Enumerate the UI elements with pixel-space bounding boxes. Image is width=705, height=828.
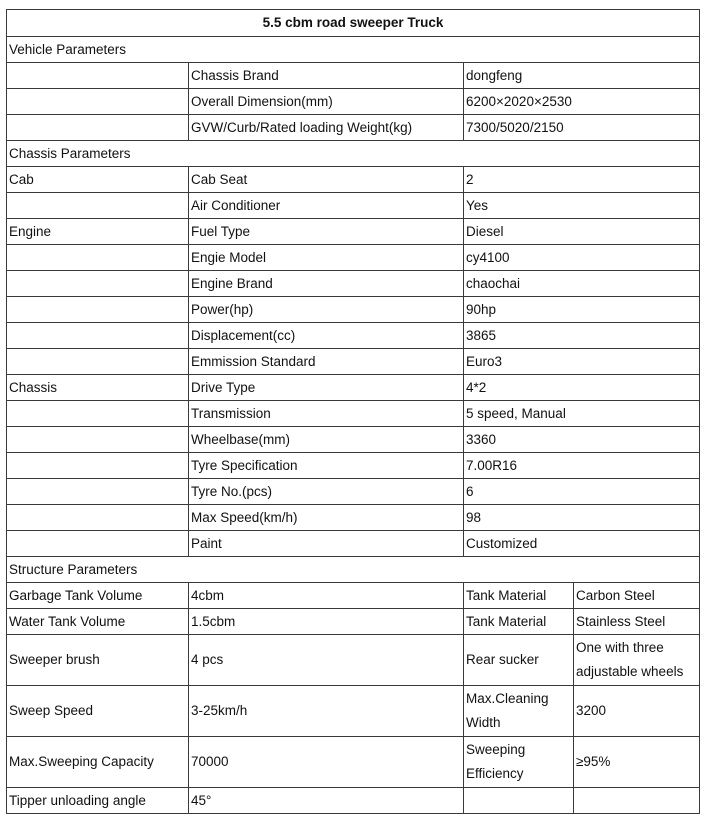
param-label: Paint [189,531,464,557]
table-row [7,427,700,453]
group-cell [7,271,189,297]
param-value-2 [574,788,700,814]
param-value: chaochai [464,271,700,297]
param-value: 5 speed, Manual [464,401,700,427]
table-row [7,89,700,115]
param-value: 98 [464,505,700,531]
group-cell-chassis: Chassis [7,375,189,401]
table-row [7,193,700,219]
param-label-2 [464,788,574,814]
table-row [7,531,700,557]
param-label: Engine Brand [189,271,464,297]
param-label: Wheelbase(mm) [189,427,464,453]
param-value-2: Carbon Steel [574,583,700,609]
param-label: Cab Seat [189,167,464,193]
table-row [7,323,700,349]
table-row [7,686,700,737]
param-label: Max.Sweeping Capacity [7,737,189,788]
table-row [7,453,700,479]
group-cell [7,63,189,89]
param-value: 1.5cbm [189,609,464,635]
param-label-2: Rear sucker [464,635,574,686]
group-cell [7,323,189,349]
param-label: Water Tank Volume [7,609,189,635]
param-label: Chassis Brand [189,63,464,89]
group-cell [7,89,189,115]
param-label: Sweeper brush [7,635,189,686]
param-value: Diesel [464,219,700,245]
param-label: Tyre Specification [189,453,464,479]
table-row [7,788,700,814]
param-label-2: Tank Material [464,609,574,635]
title-row [7,10,700,37]
param-value: 70000 [189,737,464,788]
param-value: Customized [464,531,700,557]
section-structure: Structure Parameters [7,557,700,583]
param-value: 3865 [464,323,700,349]
param-label: Max Speed(km/h) [189,505,464,531]
section-vehicle: Vehicle Parameters [7,37,700,63]
param-value: 7.00R16 [464,453,700,479]
table-row [7,609,700,635]
group-cell [7,349,189,375]
section-row [7,37,700,63]
table-row [7,635,700,686]
group-cell [7,245,189,271]
param-value: Yes [464,193,700,219]
group-cell-engine: Engine [7,219,189,245]
table-row [7,245,700,271]
section-row [7,557,700,583]
table-row [7,167,700,193]
group-cell [7,427,189,453]
param-label: Tipper unloading angle [7,788,189,814]
param-value: 90hp [464,297,700,323]
param-value: dongfeng [464,63,700,89]
param-value: 6200×2020×2530 [464,89,700,115]
table-row [7,401,700,427]
table-row [7,737,700,788]
param-value-2: One with three adjustable wheels [574,635,700,686]
param-value-2: ≥95% [574,737,700,788]
param-label: Engie Model [189,245,464,271]
param-value: 3360 [464,427,700,453]
param-label: Displacement(cc) [189,323,464,349]
group-cell [7,531,189,557]
param-value: Euro3 [464,349,700,375]
table-row [7,349,700,375]
param-value: 7300/5020/2150 [464,115,700,141]
table-row [7,375,700,401]
param-value: 45° [189,788,464,814]
group-cell [7,297,189,323]
section-chassis: Chassis Parameters [7,141,700,167]
param-value: 4*2 [464,375,700,401]
table-row [7,505,700,531]
table-row [7,479,700,505]
param-label: Fuel Type [189,219,464,245]
param-label: GVW/Curb/Rated loading Weight(kg) [189,115,464,141]
table-row [7,297,700,323]
param-label: Drive Type [189,375,464,401]
table-row [7,271,700,297]
table-title: 5.5 cbm road sweeper Truck [7,10,700,37]
param-label-2: Sweeping Efficiency [464,737,574,788]
param-value: 6 [464,479,700,505]
param-label: Power(hp) [189,297,464,323]
group-cell [7,479,189,505]
param-label: Sweep Speed [7,686,189,737]
group-cell [7,505,189,531]
param-value: 4 pcs [189,635,464,686]
group-cell [7,193,189,219]
spec-table [6,9,700,814]
param-value: 3-25km/h [189,686,464,737]
table-row [7,115,700,141]
param-label: Transmission [189,401,464,427]
section-row [7,141,700,167]
group-cell-cab: Cab [7,167,189,193]
param-value: 2 [464,167,700,193]
param-label-2: Max.Cleaning Width [464,686,574,737]
param-label: Garbage Tank Volume [7,583,189,609]
table-row [7,583,700,609]
param-label: Tyre No.(pcs) [189,479,464,505]
group-cell [7,401,189,427]
param-value-2: 3200 [574,686,700,737]
group-cell [7,115,189,141]
param-label: Emmission Standard [189,349,464,375]
table-row [7,219,700,245]
param-value-2: Stainless Steel [574,609,700,635]
group-cell [7,453,189,479]
param-label: Air Conditioner [189,193,464,219]
param-value: 4cbm [189,583,464,609]
param-label-2: Tank Material [464,583,574,609]
table-row [7,63,700,89]
param-label: Overall Dimension(mm) [189,89,464,115]
param-value: cy4100 [464,245,700,271]
